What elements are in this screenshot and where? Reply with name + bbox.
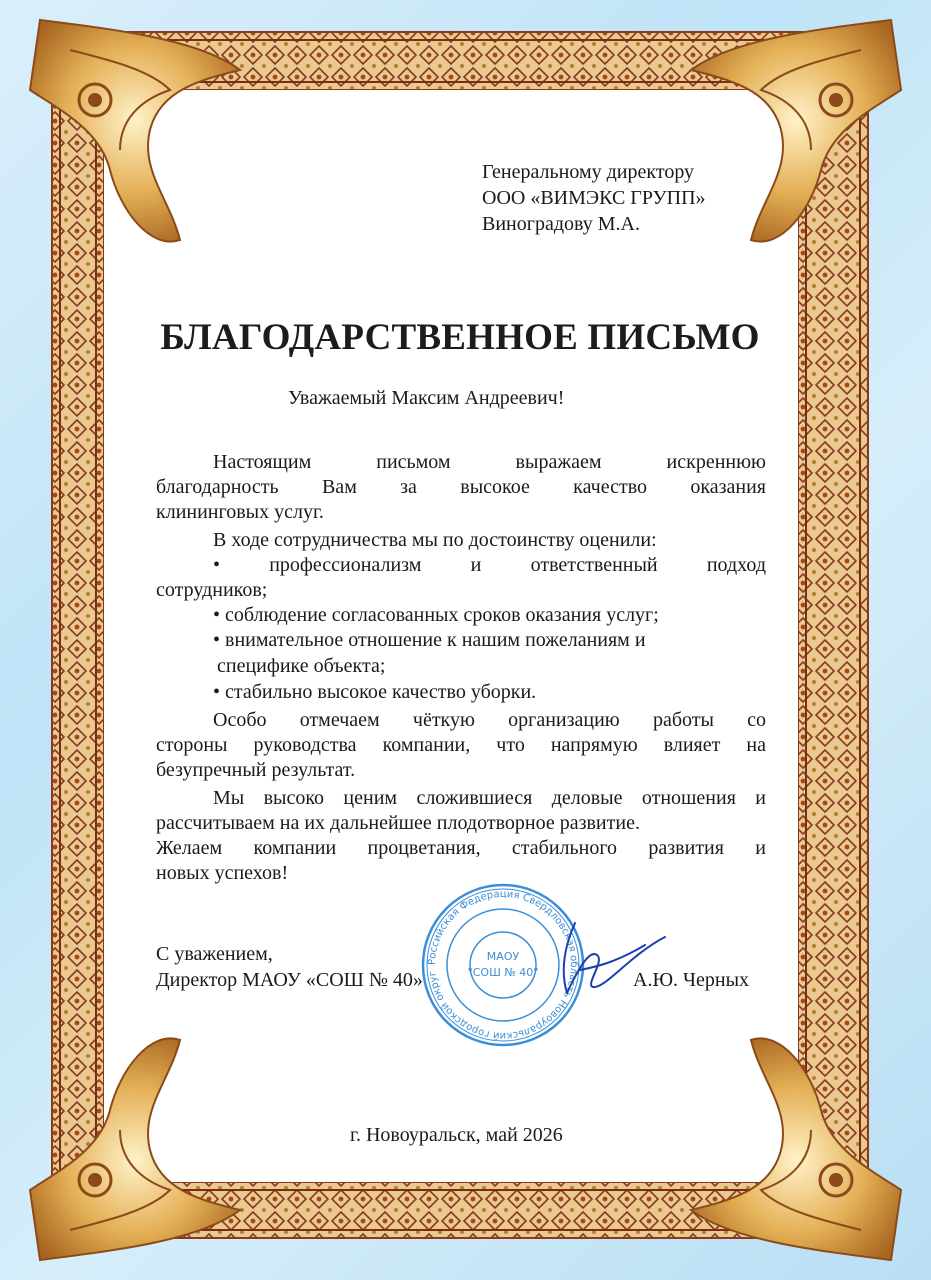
document-title: БЛАГОДАРСТВЕННОЕ ПИСЬМО bbox=[160, 317, 760, 358]
bullet-line: специфике объекта; bbox=[217, 655, 386, 677]
recipient-line-1: Генеральному директору bbox=[482, 161, 695, 183]
stamp-center-line-2: "СОШ № 40" bbox=[467, 966, 539, 979]
bullet-line: • внимательное отношение к нашим пожеланиям и bbox=[213, 629, 646, 651]
bullet-line: • стабильно высокое качество уборки. bbox=[213, 681, 537, 703]
bullet-line: • профессионализм и ответственный подход bbox=[213, 554, 766, 576]
place-and-date: г. Новоуральск, май 2026 bbox=[350, 1124, 563, 1146]
body-line: рассчитываем на их дальнейшее плодотворное развитие. bbox=[156, 812, 640, 834]
body-line: благодарность Вам за высокое качество оказания bbox=[156, 476, 766, 498]
bullet-line: • соблюдение согласованных сроков оказания услуг; bbox=[213, 604, 659, 626]
body-line: новых успехов! bbox=[156, 862, 289, 884]
body-line: Желаем компании процветания, стабильного развития и bbox=[156, 837, 766, 859]
stamp-center-line-1: МАОУ bbox=[486, 950, 520, 963]
body-line: клининговых услуг. bbox=[156, 501, 324, 523]
stamp-outer-text: Российская Федерация Свердловская область Новоуральский городской округ bbox=[426, 888, 580, 1042]
signer-name: А.Ю. Черных bbox=[633, 969, 750, 991]
recipient-line-3: Виноградову М.А. bbox=[482, 213, 640, 235]
body-line: В ходе сотрудничества мы по достоинству оценили: bbox=[213, 529, 657, 551]
body-line: стороны руководства компании, что напрямую влияет на bbox=[156, 734, 766, 756]
body-line: безупречный результат. bbox=[156, 759, 356, 781]
greeting: Уважаемый Максим Андреевич! bbox=[288, 387, 565, 409]
body-line: Настоящим письмом выражаем искреннюю bbox=[213, 451, 766, 473]
bullet-line: сотрудников; bbox=[156, 579, 268, 601]
recipient-line-2: ООО «ВИМЭКС ГРУПП» bbox=[482, 187, 706, 209]
signer-position: Директор МАОУ «СОШ № 40» bbox=[156, 969, 423, 991]
closing-regards: С уважением, bbox=[156, 943, 273, 965]
body-line: Особо отмечаем чёткую организацию работы со bbox=[213, 709, 766, 731]
body-line: Мы высоко ценим сложившиеся деловые отношения и bbox=[213, 787, 766, 809]
